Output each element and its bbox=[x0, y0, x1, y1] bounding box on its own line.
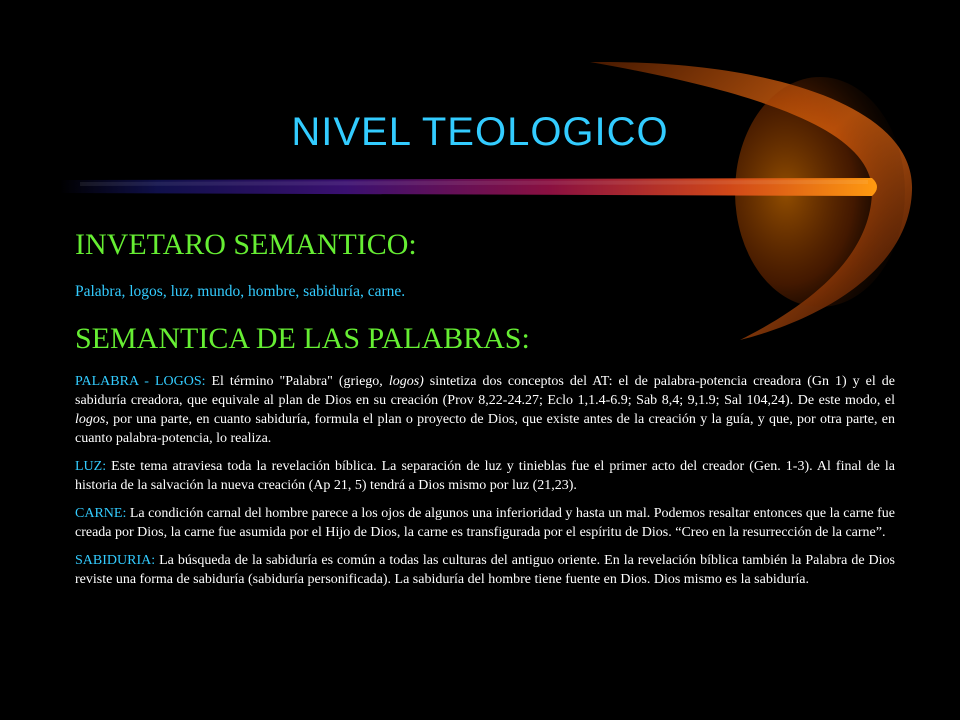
paragraph-text: Este tema atraviesa toda la revelación bíblica. La separación de luz y tinieblas fue el primer acto del creador (Gen. 1-3). Al final de la historia de la salvación la nueva creación (Ap 21, 5) tendrá a Dios mismo por luz (21,23). bbox=[75, 459, 895, 493]
inventory-list: Palabra, logos, luz, mundo, hombre, sabiduría, carne. bbox=[75, 283, 406, 300]
paragraph-text: La búsqueda de la sabiduría es común a todas las culturas del antiguo oriente. En la revelación bíblica también la Palabra de Dios reviste una forma de sabiduría (sabiduría personificada). La sabiduría del hombre tiene fuente en Dios. Dios mismo es la sabiduría. bbox=[75, 553, 895, 587]
term-label: PALABRA - LOGOS: bbox=[75, 374, 206, 389]
paragraph-text: La condición carnal del hombre parece a los ojos de algunos una inferioridad y hasta un mal. Podemos resaltar entonces que la carne fue creada por Dios, la carne fue asumida por el Hijo de Dios, la carne es transfigurada por el espíritu de Dios. “Creo en la resurrección de la carne”. bbox=[75, 506, 895, 540]
paragraph-text: , por una parte, en cuanto sabiduría, formula el plan o proyecto de Dios, que existe antes de la creación y la guía, y que, por otra parte, en cuanto palabra-potencia, lo realiza. bbox=[75, 412, 895, 446]
paragraph-text: El término "Palabra" (griego, bbox=[205, 374, 389, 389]
slide-title: NIVEL TEOLOGICO bbox=[291, 110, 669, 154]
term-label: LUZ: bbox=[75, 459, 107, 474]
italic-word: logos bbox=[75, 412, 106, 427]
paragraph-sabiduria bbox=[75, 551, 895, 589]
italic-word: logos) bbox=[388, 374, 424, 389]
term-label: CARNE: bbox=[75, 506, 127, 521]
semantics-heading: SEMANTICA DE LAS PALABRAS: bbox=[75, 322, 530, 355]
paragraph-palabra-logos bbox=[75, 372, 895, 448]
inventory-heading: INVETARO SEMANTICO: bbox=[75, 228, 417, 261]
paragraph-carne bbox=[75, 504, 895, 542]
paragraph-luz bbox=[75, 457, 895, 495]
term-label: SABIDURIA: bbox=[75, 553, 156, 568]
paragraph-text: sintetiza dos conceptos del AT: el de palabra-potencia creadora (Gn 1) y el de sabiduría creadora, que equivale al plan de Dios en su creación (Prov 8,22-24.27; Eclo 1,1.4-6.9; Sab 8,4; 9,1.9; Sal 104,24). De este modo, el bbox=[75, 374, 895, 408]
semantics-body bbox=[75, 372, 895, 598]
